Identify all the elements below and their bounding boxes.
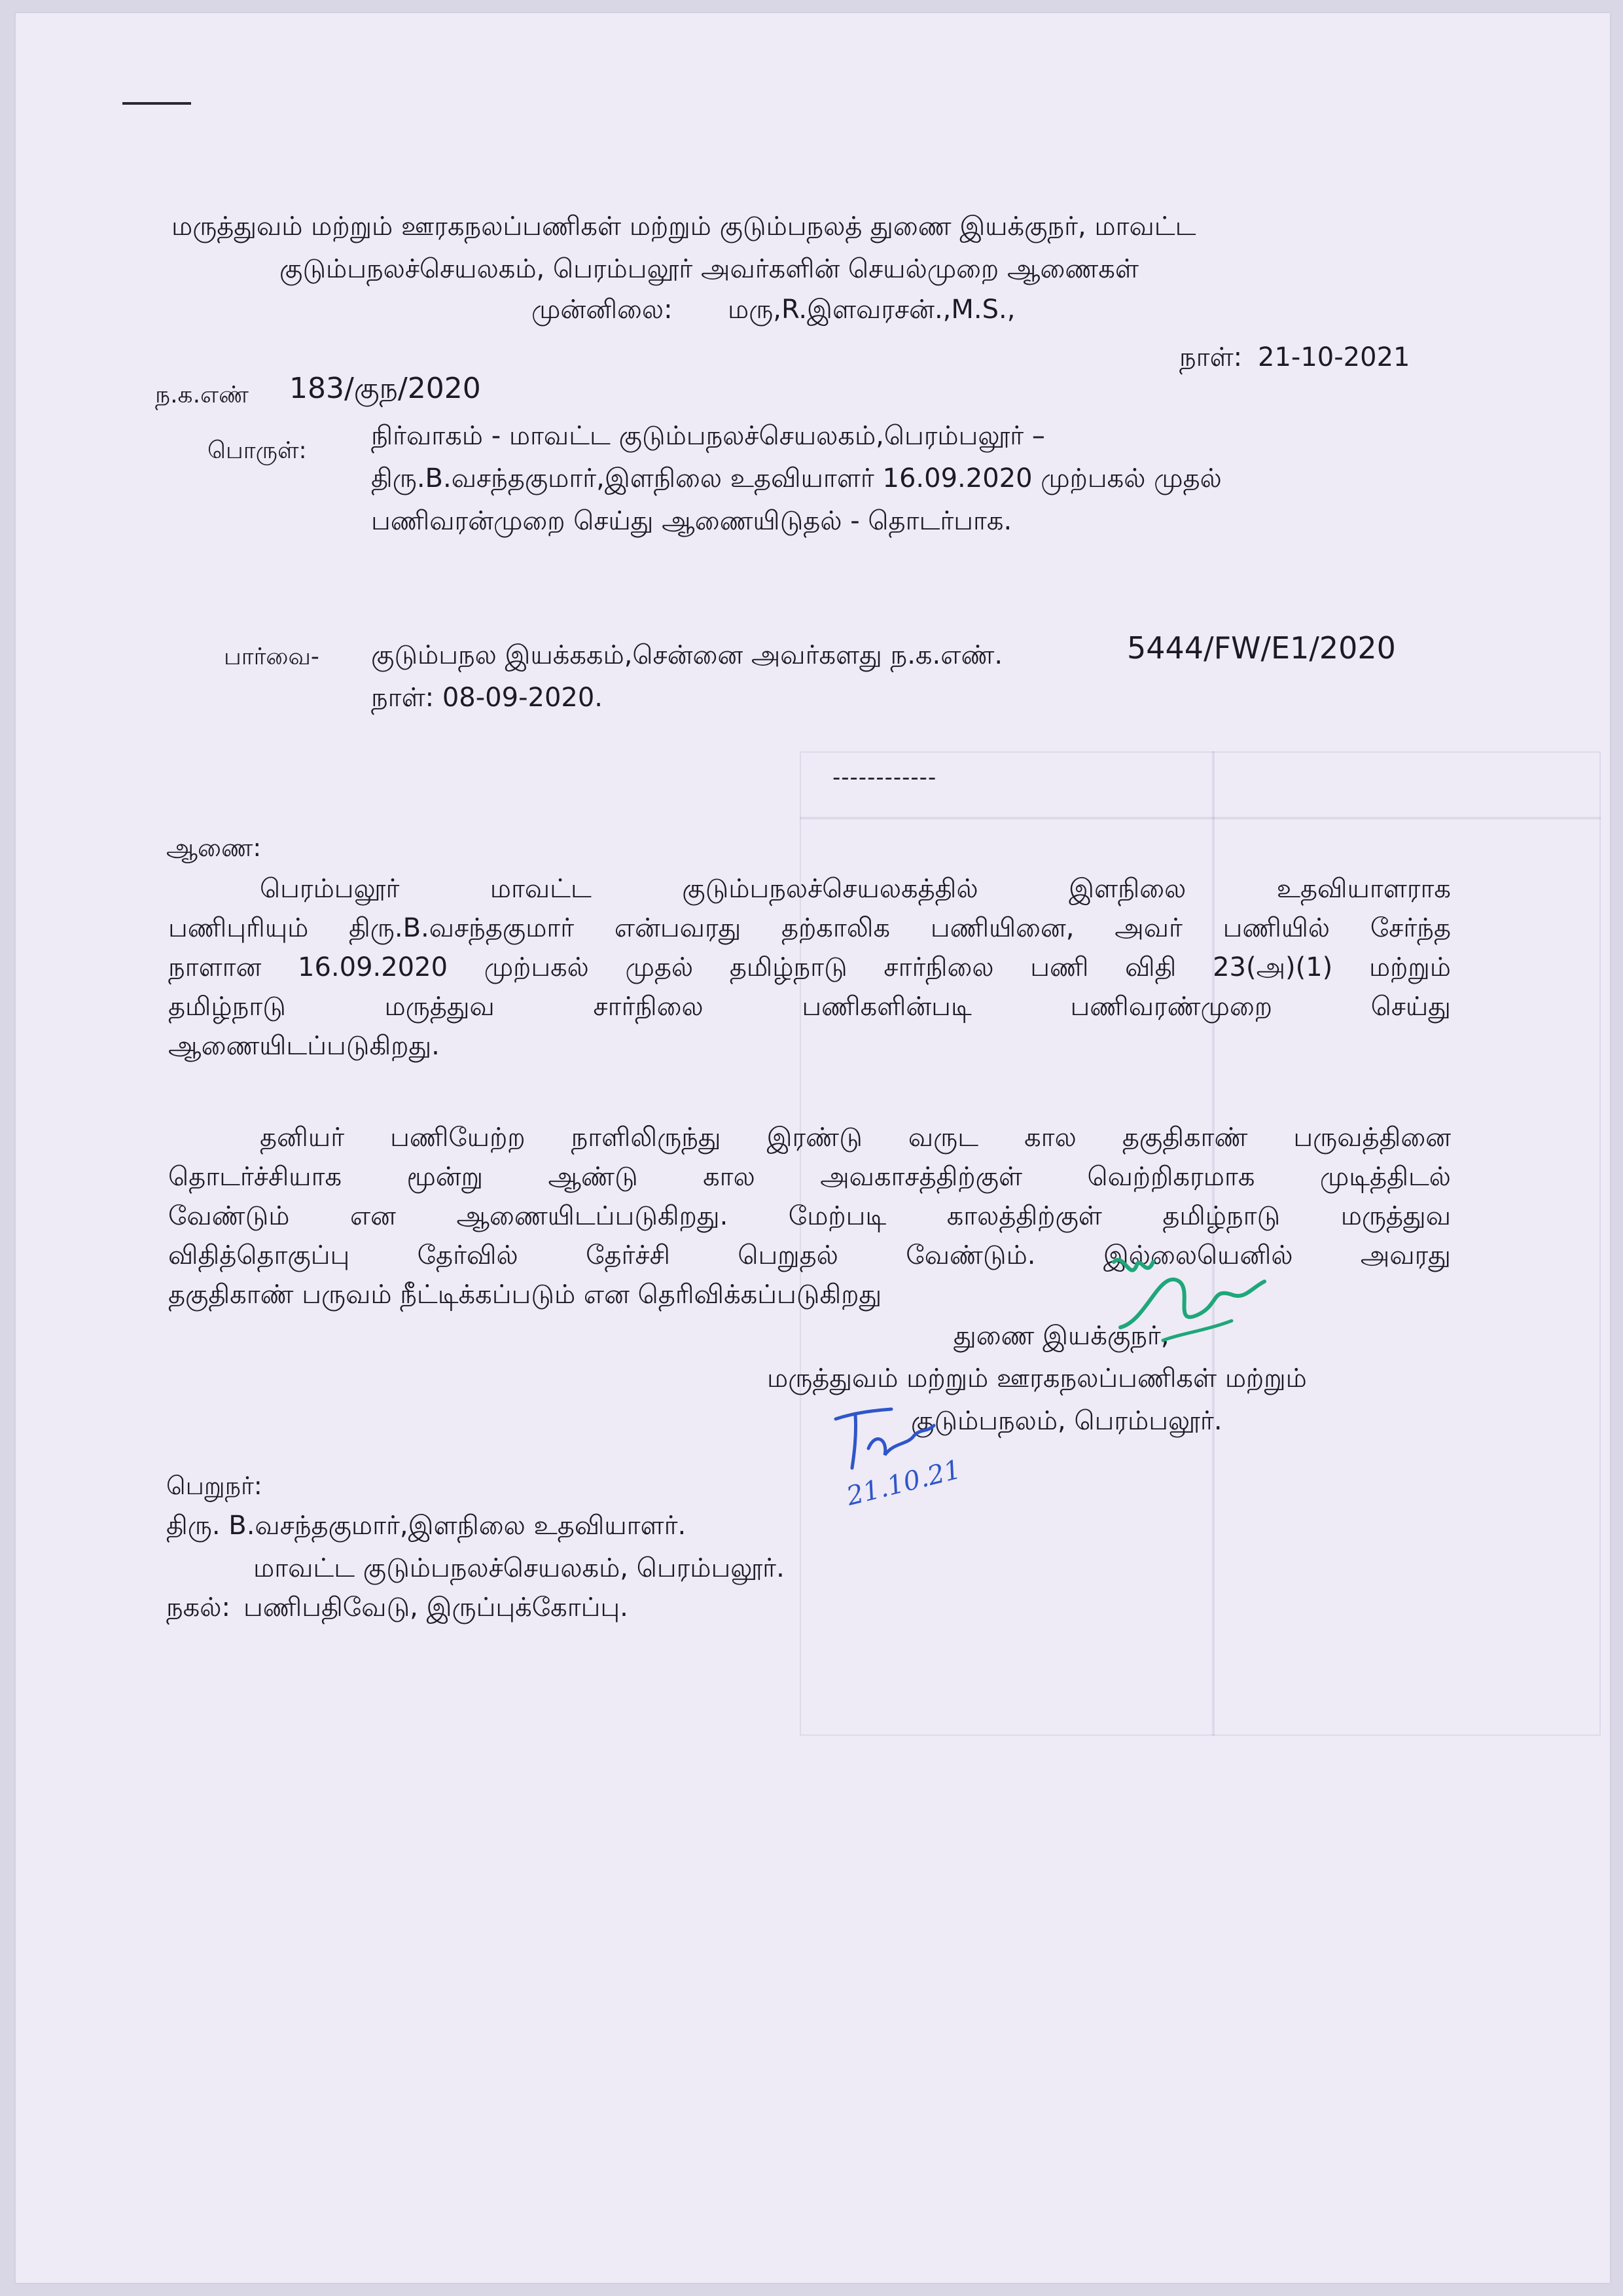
refer-label: பார்வை- (224, 643, 319, 670)
para2-line-4: விதித்தொகுப்பு தேர்வில் தேர்ச்சி பெறுதல் வேண்டும். இல்லையெனில் அவரது (168, 1240, 1451, 1270)
header-line-2: குடும்பநலச்செயலகம், பெரம்பலூர் அவர்களின் செயல்முறை ஆணைகள் (279, 254, 1139, 284)
handwritten-date: 21.10.21 (844, 1454, 965, 1512)
para2-line-3: வேண்டும் என ஆணையிடப்படுகிறது. மேற்படி காலத்திற்குள் தமிழ்நாடு மருத்துவ (168, 1201, 1451, 1231)
para1-line-2: பணிபுரியும் திரு.B.வசந்தகுமார் என்பவரது தற்காலிக பணியினை, அவர் பணியில் சேர்ந்த (168, 913, 1451, 943)
presence-label: முன்னிலை: (531, 295, 673, 325)
header-line-1: மருத்துவம் மற்றும் ஊரகநலப்பணிகள் மற்றும் குடும்பநலத் துணை இயக்குநர், மாவட்ட (171, 211, 1196, 242)
copy-label: நகல்: (166, 1592, 230, 1623)
signatory-line-2: மருத்துவம் மற்றும் ஊரகநலப்பணிகள் மற்றும் (767, 1363, 1307, 1393)
subject-line-2: திரு.B.வசந்தகுமார்,இளநிலை உதவியாளர் 16.09.2020 முற்பகல் முதல் (371, 463, 1222, 493)
file-label: ந.க.எண் (155, 382, 249, 408)
green-signature-icon (1101, 1242, 1271, 1354)
signatory-line-1: துணை இயக்குநர், (954, 1321, 1169, 1351)
refer-line-2: நாள்: 08-09-2020. (371, 683, 603, 713)
order-label: ஆணை: (166, 833, 262, 862)
para1-line-4: தமிழ்நாடு மருத்துவ சார்நிலை பணிகளின்படி பணிவரண்முறை செய்து (168, 992, 1451, 1022)
refer-number: 5444/FW/E1/2020 (1127, 630, 1396, 666)
copy-text: பணிபதிவேடு, இருப்புக்கோப்பு. (243, 1592, 628, 1623)
refer-line-1: குடும்பநல இயக்ககம்,சென்னை அவர்களது ந.க.எண். (371, 640, 1003, 670)
signatory-line-3: குடும்பநலம், பெரம்பலூர். (911, 1406, 1222, 1436)
date-label: நாள்: (1179, 342, 1243, 372)
document-page (14, 12, 1611, 2284)
presence-name: மரு,R.இளவரசன்.,M.S., (728, 295, 1016, 325)
bleed-through-table-line (800, 817, 1601, 819)
file-number: 183/குந/2020 (289, 372, 481, 405)
recipient-line-2: மாவட்ட குடும்பநலச்செயலகம், பெரம்பலூர். (253, 1553, 785, 1583)
para1-line-1: பெரம்பலூர் மாவட்ட குடும்பநலச்செயலகத்தில் இளநிலை உதவியாளராக (260, 874, 1451, 904)
date-value: 21-10-2021 (1258, 342, 1410, 372)
para1-line-3: நாளான 16.09.2020 முற்பகல் முதல் தமிழ்நாடு சார்நிலை பணி விதி 23(அ)(1) மற்றும் (168, 952, 1451, 982)
subject-label: பொருள்: (207, 437, 307, 464)
subject-line-3: பணிவரன்முறை செய்து ஆணையிடுதல் - தொடர்பாக. (371, 506, 1012, 536)
top-rule (122, 102, 191, 105)
subject-line-1: நிர்வாகம் - மாவட்ட குடும்பநலச்செயலகம்,பெரம்பலூர் – (371, 421, 1045, 451)
order-para-1 (168, 869, 1451, 1066)
para2-line-1: தனியர் பணியேற்ற நாளிலிருந்து இரண்டு வருட கால தகுதிகாண் பருவத்தினை (260, 1122, 1451, 1153)
para2-line-5: தகுதிகாண் பருவம் நீட்டிக்கப்படும் என தெரிவிக்கப்படுகிறது (168, 1280, 882, 1310)
recipient-label: பெறுநர்: (166, 1471, 262, 1500)
para2-line-2: தொடர்ச்சியாக மூன்று ஆண்டு கால அவகாசத்திற்குள் வெற்றிகரமாக முடித்திடல் (168, 1162, 1451, 1192)
separator: ------------ (832, 764, 937, 791)
recipient-line-1: திரு. B.வசந்தகுமார்,இளநிலை உதவியாளர். (166, 1511, 687, 1541)
para1-line-5: ஆணையிடப்படுகிறது. (168, 1031, 440, 1061)
